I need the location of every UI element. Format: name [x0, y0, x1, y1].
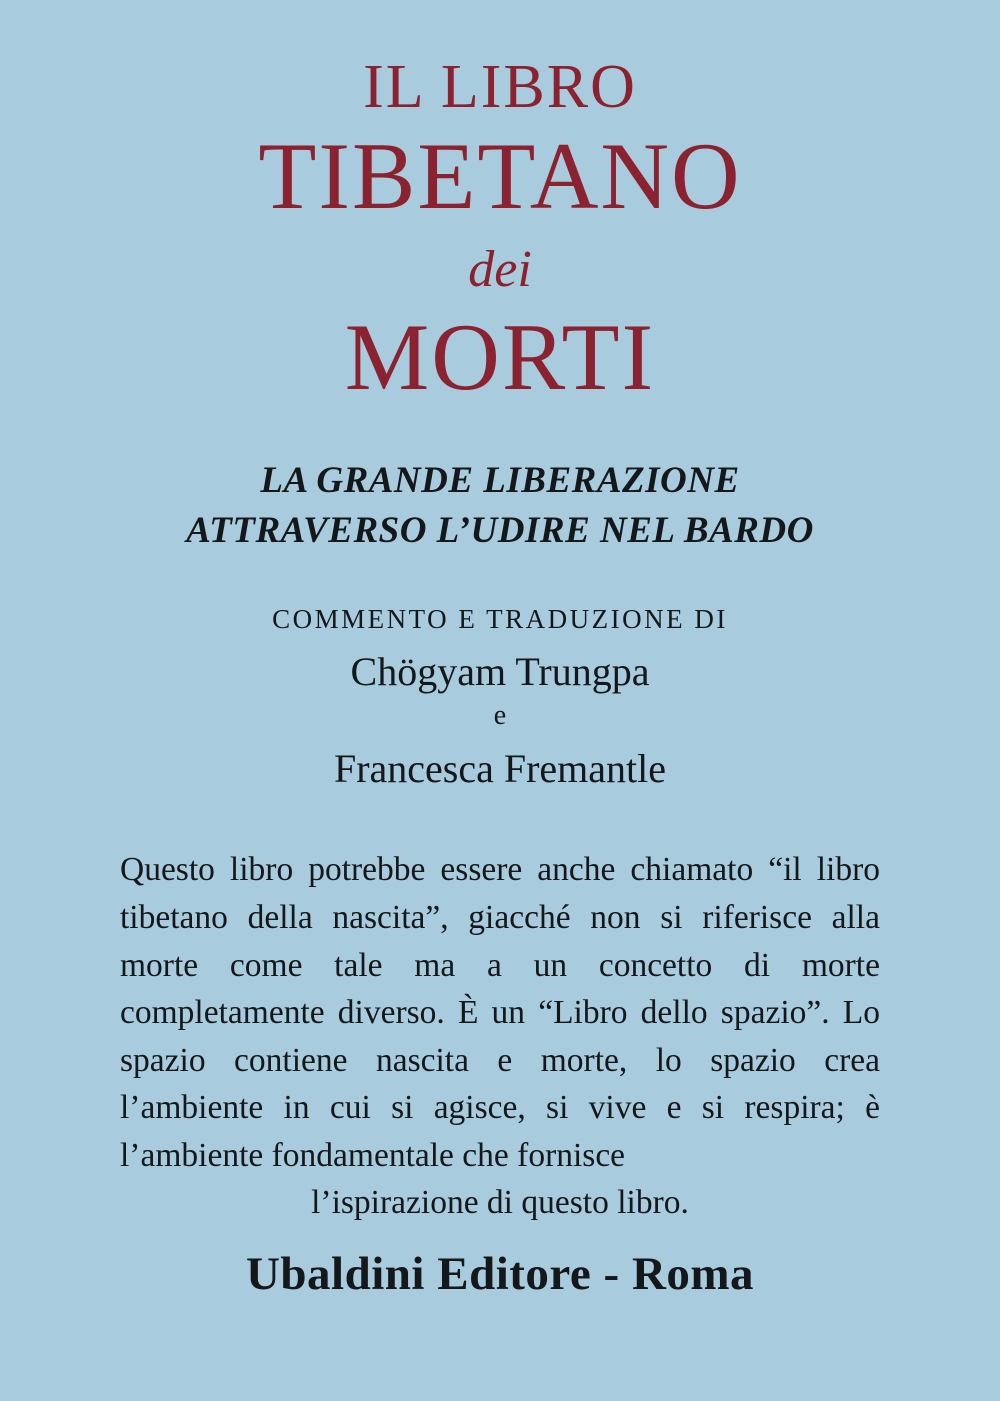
cover-blurb: [120, 846, 880, 1227]
subtitle-line-2: ATTRAVERSO L’UDIRE NEL BARDO: [186, 509, 814, 551]
author-secondary: Francesca Fremantle: [333, 746, 667, 792]
title-line-4: MORTI: [344, 304, 656, 411]
title-line-2: TIBETANO: [258, 123, 742, 230]
blurb-text: Questo libro potrebbe essere anche chiamato “il libro tibetano della nascita”, giacché non si riferisce alla morte come tale ma a un concetto di morte completamente diverso. È un “Libro dello spazio”. Lo spazio contiene nascita e morte, lo spazio crea l’ambiente in cui si agisce, si vive e si respira; è l’ambiente fondamentale che fornisce: [120, 851, 880, 1174]
author-primary: Chögyam Trungpa: [350, 648, 650, 694]
blurb-last-line: l’ispirazione di questo libro.: [311, 1184, 689, 1222]
author-conjunction: e: [493, 699, 507, 731]
title-line-1: IL LIBRO: [363, 53, 637, 121]
subtitle-line-1: LA GRANDE LIBERAZIONE: [260, 459, 740, 501]
title-block: [0, 53, 1000, 411]
title-line-3: dei: [468, 240, 532, 298]
publisher-imprint: Ubaldini Editore - Roma: [245, 1248, 755, 1300]
subtitle: [0, 456, 1000, 556]
credit-label: COMMENTO E TRADUZIONE DI: [272, 603, 728, 634]
